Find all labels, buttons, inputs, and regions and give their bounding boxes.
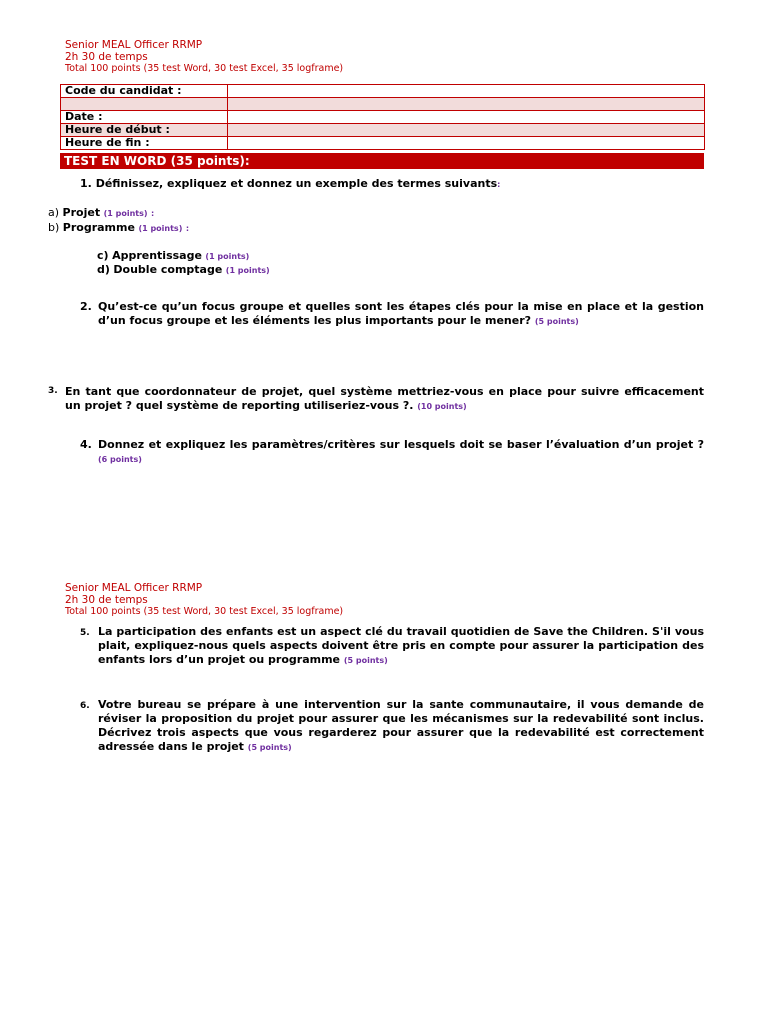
table-row: [61, 85, 705, 98]
item-letter: a): [48, 206, 60, 219]
item-term: Programme: [62, 221, 135, 234]
question-number: 5.: [80, 628, 90, 638]
blank-value[interactable]: [228, 98, 705, 111]
item-letter: c): [97, 249, 109, 262]
header-total: Total 100 points (35 test Word, 30 test Excel, 35 logframe): [65, 63, 344, 74]
date-value[interactable]: [228, 111, 705, 124]
start-time-value[interactable]: [228, 124, 705, 137]
question-points: (10 points): [417, 402, 467, 411]
header-title: Senior MEAL Officer RRMP: [65, 582, 203, 594]
question-6: [98, 698, 704, 755]
question-text: Votre bureau se prépare à une intervention sur la sante communautaire, il vous demande de réviser la proposition du projet pour assurer que les mécanismes sur la redevabilité sont inclus. Décrivez trois aspects que vous regarderez pour assurer que la redevabilité est correctement adressée dans le projet: [98, 698, 704, 753]
item-term: Double comptage: [113, 263, 223, 276]
item-letter: d): [97, 263, 110, 276]
start-time-label: Heure de début :: [61, 124, 228, 137]
item-letter: b): [48, 221, 60, 234]
candidate-code-value[interactable]: [228, 85, 705, 98]
header-duration: 2h 30 de temps: [65, 51, 148, 63]
section-banner: TEST EN WORD (35 points):: [60, 153, 704, 169]
question-points: (5 points): [534, 317, 579, 326]
question-text: Qu’est-ce qu’un focus groupe et quelles sont les étapes clés pour la mise en place et la gestion d’un focus groupe et les éléments les plus importants pour le mener?: [98, 300, 704, 327]
table-row: [61, 111, 705, 124]
question-points: (5 points): [247, 743, 292, 752]
question-1: [80, 177, 704, 192]
question-number: 4.: [80, 438, 92, 451]
list-item: [97, 249, 249, 262]
item-points: (1 points): [138, 224, 183, 233]
question-number: 1.: [80, 177, 92, 190]
table-row: [61, 98, 705, 111]
table-row: [61, 124, 705, 137]
question-points: (6 points): [98, 455, 142, 464]
question-number: 3.: [48, 386, 58, 396]
question-4: [98, 438, 704, 467]
question-3: [65, 385, 704, 414]
date-label: Date :: [61, 111, 228, 124]
question-2: [98, 300, 704, 329]
header-total: Total 100 points (35 test Word, 30 test Excel, 35 logframe): [65, 606, 344, 617]
document-header-repeat: [65, 582, 343, 618]
list-item: [48, 221, 189, 234]
item-colon: :: [151, 209, 155, 218]
blank-label: [61, 98, 228, 111]
question-colon: :: [497, 180, 501, 189]
item-colon: :: [185, 224, 190, 233]
question-5: [98, 625, 704, 668]
header-title: Senior MEAL Officer RRMP: [65, 39, 203, 51]
item-term: Apprentissage: [112, 249, 202, 262]
question-number: 6.: [80, 701, 90, 711]
item-points: (1 points): [225, 266, 270, 275]
candidate-info-table: [60, 84, 705, 150]
list-item: [97, 263, 270, 276]
question-number: 2.: [80, 300, 92, 313]
item-term: Projet: [62, 206, 101, 219]
question-text: La participation des enfants est un aspect clé du travail quotidien de Save the Children. S'il vous plait, expliquez-nous quels aspects doivent être pris en compte pour assurer la participation des enfants lors d’un projet ou programme: [98, 625, 704, 666]
item-points: (1 points): [103, 209, 148, 218]
question-points: (5 points): [343, 656, 388, 665]
list-item: [48, 206, 154, 219]
end-time-value[interactable]: [228, 137, 705, 150]
table-row: [61, 137, 705, 150]
document-header: [65, 39, 343, 75]
question-text: Donnez et expliquez les paramètres/critères sur lesquels doit se baser l’évaluation d’un projet ?: [98, 438, 704, 451]
question-text: En tant que coordonnateur de projet, quel système mettriez-vous en place pour suivre efficacement un projet ? quel système de reporting utiliseriez-vous ?.: [65, 385, 704, 412]
header-duration: 2h 30 de temps: [65, 594, 148, 606]
candidate-code-label: Code du candidat :: [61, 85, 228, 98]
item-points: (1 points): [205, 252, 250, 261]
question-text: Définissez, expliquez et donnez un exemple des termes suivants: [95, 177, 498, 190]
end-time-label: Heure de fin :: [61, 137, 228, 150]
